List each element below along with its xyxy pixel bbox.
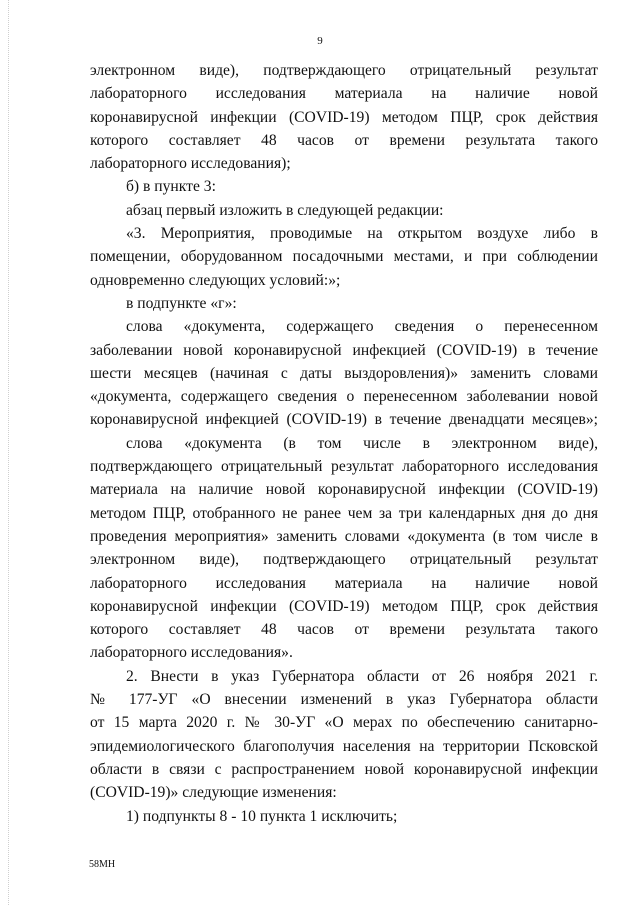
text-line: проведения мероприятия» заменить словами «документа (в том числе в (90, 527, 598, 545)
text-line: области в связи с распространением новой коронавирусной инфекции (90, 760, 598, 778)
text-line: «документа, содержащего сведения о перенесенном заболевании новой (90, 388, 598, 406)
text-line: эпидемиологического благополучия населения на территории Псковской (90, 737, 598, 755)
text-line: электронном виде), подтверждающего отрицательный результат (90, 551, 598, 569)
scan-edge-border (8, 0, 10, 905)
text-line: лабораторного исследования». (90, 644, 293, 662)
text-line: (COVID-19)» следующие изменения: (90, 784, 337, 802)
page-number: 9 (317, 35, 323, 47)
text-line: слова «документа, содержащего сведения о перенесенном (126, 318, 598, 336)
text-line: абзац первый изложить в следующей редакции: (126, 201, 444, 219)
text-line: помещении, оборудованном посадочными местами, и при соблюдении (90, 248, 598, 266)
document-body (90, 59, 598, 828)
text-line: одновременно следующих условий:»; (90, 271, 341, 289)
text-line: которого составляет 48 часов от времени результата такого (90, 621, 598, 639)
text-line: методом ПЦР, отобранного не ранее чем за три календарных дня до дня (90, 504, 598, 522)
text-line: шести месяцев (начиная с даты выздоровления)» заменить словами (90, 364, 598, 382)
text-line: электронном виде), подтверждающего отрицательный результат (90, 62, 598, 79)
text-line: «3. Мероприятия, проводимые на открытом воздухе либо в (126, 225, 598, 243)
text-line: от 15 марта 2020 г. № 30-УГ «О мерах по обеспечению санитарно- (90, 714, 598, 732)
text-line: № 177-УГ «О внесении изменений в указ Губернатора области (90, 691, 598, 709)
text-line: заболевании новой коронавирусной инфекцией (COVID-19) в течение (90, 341, 598, 359)
text-line: лабораторного исследования материала на наличие новой (90, 85, 598, 103)
text-line: коронавирусной инфекции (COVID-19) методом ПЦР, срок действия (90, 597, 598, 615)
text-line: 2. Внести в указ Губернатора области от 26 ноября 2021 г. (126, 667, 598, 685)
footer-document-code: 58МН (89, 859, 116, 870)
text-line: 1) подпункты 8 - 10 пункта 1 исключить; (126, 807, 398, 825)
text-line: материала на наличие новой коронавирусной инфекции (COVID-19) (90, 481, 598, 499)
text-line: подтверждающего отрицательный результат лабораторного исследования (90, 458, 598, 476)
text-line: б) в пункте 3: (126, 178, 216, 196)
text-line: лабораторного исследования); (90, 155, 291, 173)
text-line: которого составляет 48 часов от времени результата такого (90, 131, 598, 149)
text-line: в подпункте «г»: (126, 294, 237, 312)
text-line: слова «документа (в том числе в электронном виде), (126, 434, 598, 452)
text-line: коронавирусной инфекцией (COVID-19) в течение двенадцати месяцев»; (90, 411, 598, 429)
text-line: лабораторного исследования материала на наличие новой (90, 574, 598, 592)
text-line: коронавирусной инфекции (COVID-19) методом ПЦР, срок действия (90, 108, 598, 126)
